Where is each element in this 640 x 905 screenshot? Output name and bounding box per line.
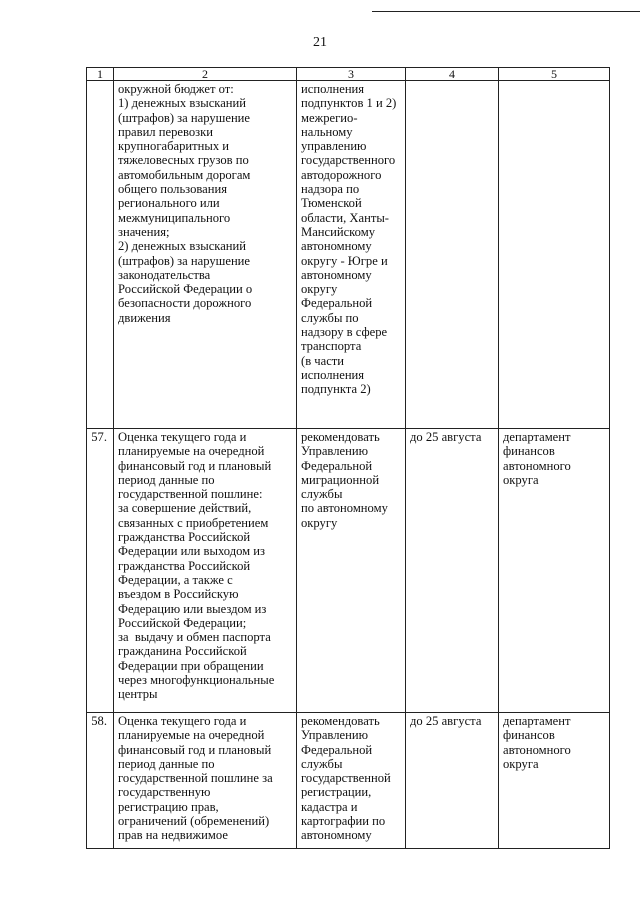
row-recipient: [499, 81, 610, 429]
row-deadline: до 25 августа: [406, 429, 499, 713]
table-row: [87, 713, 610, 849]
header-row: [87, 68, 610, 81]
header-col-3: 3: [297, 68, 406, 81]
row-number: 57.: [87, 429, 114, 713]
row-executor: рекомендовать Управлению Федеральной миграционной службы по автономному округу: [297, 429, 406, 713]
row-number: [87, 81, 114, 429]
header-col-5: 5: [499, 68, 610, 81]
row-executor: рекомендовать Управлению Федеральной службы государственной регистрации, кадастра и картографии по автономному: [297, 713, 406, 849]
header-col-1: 1: [87, 68, 114, 81]
row-recipient: департамент финансов автономного округа: [499, 713, 610, 849]
header-col-2: 2: [114, 68, 297, 81]
row-description: окружной бюджет от: 1) денежных взысканий (штрафов) за нарушение правил перевозки крупногабаритных и тяжеловесных грузов по автомобильным дорогам общего пользования регионального или межмуниципального значения; 2) денежных взысканий (штрафов) за нарушение законодательства Российской Федерации о безопасности дорожного движения: [114, 81, 297, 429]
header-col-4: 4: [406, 68, 499, 81]
row-description: Оценка текущего года и планируемые на очередной финансовый год и плановый период данные по государственной пошлине за государственную регистрацию прав, ограничений (обременений) прав на недвижимое: [114, 713, 297, 849]
row-executor: исполнения подпунктов 1 и 2) межрегио- нальному управлению государственного автодорожного надзора по Тюменской области, Ханты- Мансийскому автономному округу - Югре и автономному округу Федеральной службы по надзору в сфере транспорта (в части исполнения подпункта 2): [297, 81, 406, 429]
row-number: 58.: [87, 713, 114, 849]
table-row: [87, 81, 610, 429]
page-number: 21: [313, 35, 327, 50]
row-description: Оценка текущего года и планируемые на очередной финансовый год и плановый период данные по государственной пошлине: за совершение действий, связанных с приобретением гражданства Российской Федерации или выходом из гражданства Российской Федерации, а также с въездом в Российскую Федерацию или выездом из Российской Федерации; за выдачу и обмен паспорта гражданина Российской Федерации при обращении через многофункциональные центры: [114, 429, 297, 713]
row-recipient: департамент финансов автономного округа: [499, 429, 610, 713]
top-rule: [372, 11, 640, 12]
row-deadline: до 25 августа: [406, 713, 499, 849]
row-deadline: [406, 81, 499, 429]
table-row: [87, 429, 610, 713]
document-table: [86, 67, 610, 849]
